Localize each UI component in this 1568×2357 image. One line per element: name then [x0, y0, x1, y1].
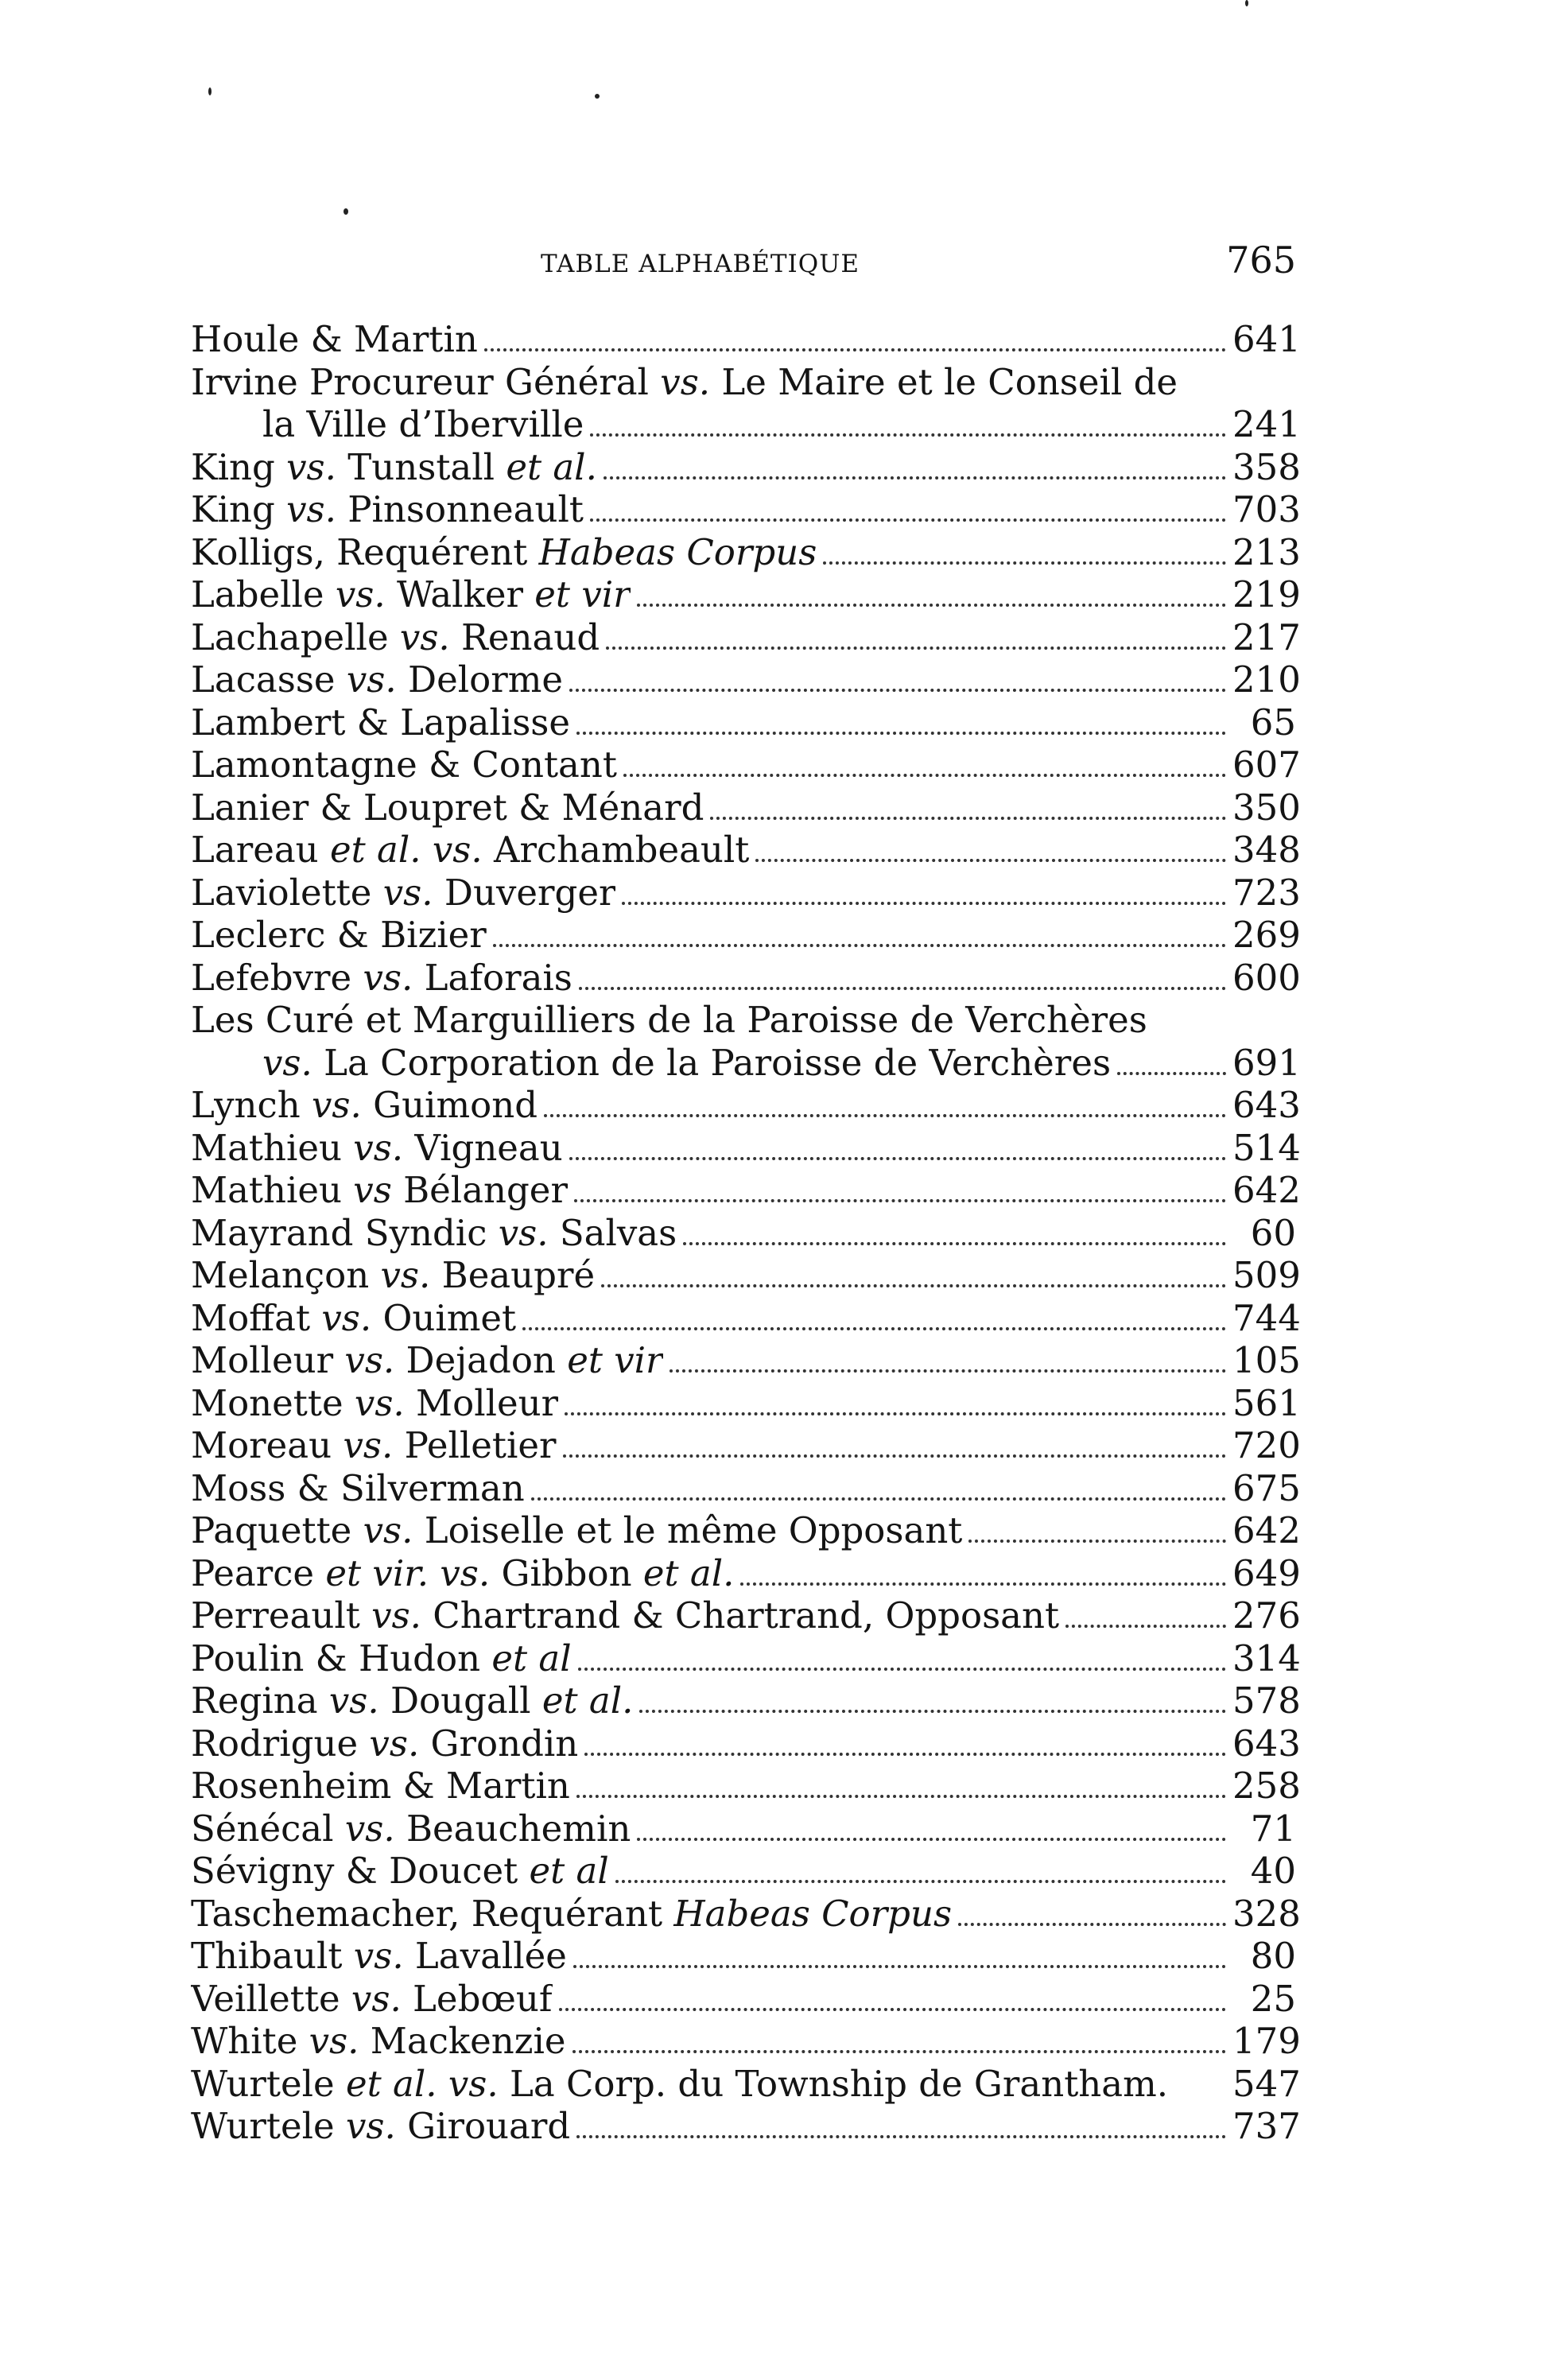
- entry-text: Molleur: [404, 1381, 559, 1424]
- index-entry: [191, 786, 1301, 829]
- index-entry: [191, 1041, 1301, 1085]
- index-entry: [191, 2062, 1301, 2106]
- entry-text: Lachapelle: [191, 615, 400, 658]
- entry-text: Lefebvre: [191, 956, 363, 999]
- index-entry: [191, 1084, 1301, 1127]
- entry-text: Leclerc & Bizier: [191, 914, 487, 956]
- index-entry: [191, 488, 1301, 531]
- dot-leader: [755, 859, 1226, 862]
- entry-page-number: 744: [1232, 1296, 1301, 1339]
- dot-leader: [584, 1753, 1226, 1756]
- entry-text: Mackenzie: [359, 2020, 566, 2062]
- dot-leader: [559, 2008, 1226, 2011]
- entry-text: Lebœuf: [401, 1977, 553, 2020]
- entry-title: [191, 1297, 516, 1340]
- entry-text: La Corporation de la Paroisse de Verchères: [312, 1041, 1112, 1084]
- entry-text: Renaud: [449, 615, 600, 658]
- entry-italic-text: vs.: [309, 2020, 359, 2062]
- entry-title: [191, 1127, 563, 1170]
- dot-leader: [563, 1454, 1227, 1458]
- entry-title: [191, 1850, 609, 1893]
- entry-text: Regina: [191, 1679, 329, 1722]
- entry-text: Archambeault: [482, 829, 750, 871]
- entry-title: [191, 744, 617, 786]
- index-entry: [191, 1765, 1301, 1808]
- entry-text: Delorme: [396, 658, 564, 701]
- entry-italic-text: vs.: [344, 1807, 395, 1850]
- dot-leader: [604, 476, 1226, 480]
- entry-text: White: [191, 2020, 309, 2062]
- entry-page-number: 703: [1232, 488, 1301, 530]
- entry-page-number: 737: [1232, 2105, 1301, 2147]
- entry-text: Lavallée: [403, 1935, 567, 1977]
- entry-title: [191, 957, 572, 1000]
- entry-title: [191, 1509, 962, 1552]
- entry-title: [191, 361, 1296, 404]
- entry-italic-text: vs.: [345, 2105, 396, 2147]
- entry-text: Pearce: [191, 1551, 326, 1594]
- entry-text: Pelletier: [393, 1424, 557, 1466]
- dot-leader: [573, 1965, 1226, 1968]
- index-entry: [191, 361, 1296, 404]
- entry-page-number: 328: [1232, 1892, 1301, 1935]
- entry-title: [191, 1552, 734, 1595]
- entry-italic-text: vs.: [363, 1509, 413, 1551]
- dot-leader: [576, 1795, 1226, 1798]
- entry-page-number: 509: [1232, 1254, 1301, 1296]
- entry-text: Girouard: [395, 2105, 571, 2147]
- dot-leader: [590, 433, 1226, 437]
- entry-italic-text: vs.: [262, 1041, 312, 1084]
- entry-text: Lamontagne & Contant: [191, 744, 617, 786]
- index-entry: [191, 1509, 1301, 1552]
- entry-title: [191, 403, 584, 446]
- entry-title: [191, 1382, 558, 1425]
- entry-title: [191, 1339, 663, 1382]
- index-entry: [191, 999, 1296, 1042]
- entry-title: [191, 318, 478, 361]
- entry-page-number: 348: [1232, 829, 1301, 871]
- dot-leader: [639, 1710, 1226, 1713]
- entry-page-number: 219: [1232, 573, 1301, 615]
- index-entry: [191, 615, 1301, 659]
- entry-text: Wurtele: [191, 2062, 346, 2105]
- entry-page-number: 210: [1232, 658, 1301, 701]
- dot-leader: [823, 561, 1226, 565]
- entry-title: [191, 2020, 566, 2063]
- entry-italic-text: et al. vs.: [345, 2062, 499, 2105]
- index-entry: [191, 1466, 1301, 1510]
- dot-leader: [565, 1412, 1226, 1415]
- entry-page-number: 514: [1232, 1126, 1301, 1169]
- entry-title: [191, 531, 817, 574]
- entry-page-number: 258: [1232, 1765, 1301, 1807]
- index-entry: [191, 1892, 1301, 1936]
- ink-speck: [1245, 0, 1248, 6]
- entry-page-number: 71: [1250, 1807, 1296, 1850]
- entry-text: Paquette: [191, 1509, 363, 1551]
- entry-italic-text: vs.: [363, 956, 413, 999]
- index-entry: [191, 445, 1301, 489]
- entry-title: [191, 1765, 570, 1808]
- index-entry: [191, 2105, 1301, 2148]
- entry-title: [191, 658, 563, 701]
- entry-italic-text: vs.: [328, 1679, 379, 1722]
- running-header: [191, 239, 1296, 286]
- entry-italic-text: vs.: [321, 1296, 372, 1339]
- entry-italic-text: vs.: [380, 1254, 431, 1296]
- dot-leader: [522, 1327, 1226, 1330]
- entry-text: Pinsonneault: [336, 488, 584, 530]
- entry-page-number: 80: [1250, 1935, 1296, 1977]
- dot-leader: [637, 604, 1226, 607]
- entry-page-number: 40: [1250, 1850, 1296, 1892]
- entry-page-number: 217: [1232, 615, 1301, 658]
- entry-title: [191, 999, 1296, 1042]
- entry-title: [191, 1169, 568, 1212]
- entry-page-number: 691: [1232, 1041, 1301, 1084]
- entry-title: [191, 1978, 553, 2021]
- index-entry: [191, 871, 1301, 914]
- entry-title: [191, 701, 570, 744]
- entry-page-number: 642: [1232, 1509, 1301, 1551]
- index-entry: [191, 1296, 1301, 1340]
- index-entry: [191, 403, 1301, 446]
- entry-page-number: 723: [1232, 871, 1301, 914]
- entry-text: Veillette: [191, 1977, 351, 2020]
- entry-italic-text: Habeas Corpus: [673, 1892, 953, 1935]
- index-entry: [191, 1551, 1301, 1595]
- entry-page-number: 241: [1232, 403, 1301, 445]
- entry-text: Moreau: [191, 1424, 343, 1466]
- entry-italic-text: vs.: [335, 573, 386, 615]
- dot-leader: [574, 1199, 1226, 1202]
- dot-leader: [578, 1668, 1226, 1671]
- entry-page-number: 649: [1232, 1551, 1301, 1594]
- entry-text: Bélanger: [391, 1169, 568, 1211]
- entry-page-number: 25: [1250, 1977, 1296, 2020]
- index-entry: [191, 1339, 1301, 1382]
- entry-italic-text: vs.: [382, 871, 433, 914]
- index-entry: [191, 658, 1301, 701]
- entry-page-number: 358: [1232, 445, 1301, 488]
- entry-title: [191, 446, 597, 489]
- entry-title: [191, 1594, 1059, 1637]
- entry-text: La Corp. du Township de Grantham.: [498, 2062, 1169, 2105]
- dot-leader: [623, 774, 1226, 777]
- dot-leader: [569, 1157, 1226, 1160]
- entry-text: Beauchemin: [394, 1807, 631, 1850]
- index-entry-list: [191, 318, 1301, 2148]
- index-entry: [191, 1424, 1301, 1467]
- entry-text: Guimond: [361, 1084, 538, 1126]
- entry-title: [191, 1808, 631, 1850]
- dot-leader: [710, 817, 1226, 820]
- index-entry: [191, 1169, 1301, 1212]
- index-entry: [191, 530, 1301, 574]
- entry-text: Laforais: [413, 956, 572, 999]
- entry-text: Les Curé et Marguilliers de la Paroisse de Verchères: [191, 999, 1147, 1041]
- index-entry: [191, 1679, 1301, 1722]
- index-entry: [191, 1254, 1301, 1297]
- entry-page-number: 643: [1232, 1084, 1301, 1126]
- entry-text: Vigneau: [403, 1126, 563, 1169]
- dot-leader: [576, 732, 1226, 735]
- entry-text: Houle & Martin: [191, 318, 478, 360]
- ink-speck: [343, 208, 348, 215]
- entry-page-number: 547: [1232, 2062, 1301, 2105]
- entry-text: Perreault: [191, 1594, 372, 1637]
- entry-text: Irvine Procureur Général: [191, 360, 661, 403]
- entry-text: Poulin & Hudon: [191, 1637, 492, 1679]
- entry-italic-text: vs.: [369, 1722, 420, 1765]
- entry-text: Taschemacher, Requérant: [191, 1892, 674, 1935]
- entry-text: Duverger: [433, 871, 616, 914]
- entry-title: [191, 616, 600, 659]
- entry-italic-text: vs.: [354, 1381, 405, 1424]
- entry-page-number: 607: [1232, 744, 1301, 786]
- entry-page-number: 276: [1232, 1594, 1301, 1637]
- entry-text: Tunstall: [336, 445, 506, 488]
- dot-leader: [958, 1923, 1226, 1926]
- index-entry: [191, 701, 1296, 744]
- dot-leader: [683, 1242, 1226, 1245]
- entry-text: King: [191, 445, 287, 488]
- entry-text: Le Maire et le Conseil de: [710, 360, 1178, 403]
- index-entry: [191, 318, 1301, 361]
- entry-italic-text: et vir. vs.: [325, 1551, 491, 1594]
- entry-text: Molleur: [191, 1339, 345, 1381]
- entry-page-number: 213: [1232, 530, 1301, 573]
- dot-leader: [606, 647, 1226, 650]
- entry-text: Sénécal: [191, 1807, 345, 1850]
- entry-text: Beaupré: [430, 1254, 596, 1296]
- index-entry: [191, 1637, 1301, 1680]
- entry-italic-text: et al: [529, 1850, 609, 1892]
- entry-italic-text: vs.: [286, 488, 336, 530]
- entry-italic-text: vs.: [343, 1424, 394, 1466]
- entry-text: Chartrand & Chartrand, Opposant: [421, 1594, 1060, 1637]
- entry-italic-text: Habeas Corpus: [538, 530, 817, 573]
- index-entry: [191, 744, 1301, 786]
- entry-text: Rodrigue: [191, 1722, 370, 1765]
- ink-speck: [208, 87, 212, 95]
- entry-italic-text: et al.: [642, 1551, 735, 1594]
- entry-page-number: 643: [1232, 1722, 1301, 1765]
- entry-italic-text: et al.: [541, 1679, 634, 1722]
- entry-title: [191, 1042, 1111, 1085]
- entry-title: [191, 1722, 578, 1765]
- entry-page-number: 350: [1232, 786, 1301, 829]
- entry-italic-text: vs.: [346, 658, 397, 701]
- entry-page-number: 60: [1250, 1211, 1296, 1254]
- entry-page-number: 641: [1232, 318, 1301, 360]
- dot-leader: [968, 1540, 1226, 1543]
- index-entry: [191, 1126, 1301, 1170]
- index-entry: [191, 914, 1301, 957]
- entry-title: [191, 488, 584, 531]
- dot-leader: [572, 2050, 1226, 2053]
- dot-leader: [1117, 1072, 1226, 1075]
- entry-italic-text: et al. vs.: [329, 829, 483, 871]
- entry-italic-text: vs.: [498, 1211, 549, 1254]
- dot-leader: [569, 689, 1226, 692]
- entry-title: [191, 1084, 538, 1127]
- entry-text: Lynch: [191, 1084, 312, 1126]
- entry-italic-text: vs.: [353, 1126, 404, 1169]
- dot-leader: [576, 2135, 1226, 2138]
- entry-italic-text: vs.: [371, 1594, 421, 1637]
- entry-title: [191, 1254, 595, 1297]
- entry-page-number: 642: [1232, 1169, 1301, 1211]
- entry-text: Thibault: [191, 1935, 354, 1977]
- entry-text: Monette: [191, 1381, 355, 1424]
- entry-text: Moffat: [191, 1296, 322, 1339]
- entry-text: Walker: [385, 573, 535, 615]
- index-entry: [191, 1722, 1301, 1765]
- entry-text: Mathieu: [191, 1169, 354, 1211]
- entry-text: Mayrand Syndic: [191, 1211, 499, 1254]
- entry-italic-text: vs.: [660, 360, 711, 403]
- dot-leader: [615, 1880, 1226, 1883]
- entry-italic-text: vs.: [353, 1935, 404, 1977]
- entry-italic-text: vs.: [286, 445, 336, 488]
- index-entry: [191, 1978, 1296, 2021]
- entry-page-number: 314: [1232, 1637, 1301, 1679]
- entry-italic-text: et vir: [567, 1339, 663, 1381]
- entry-text: Moss & Silverman: [191, 1466, 525, 1509]
- entry-italic-text: vs.: [399, 615, 450, 658]
- entry-page-number: 675: [1232, 1466, 1301, 1509]
- entry-page-number: 600: [1232, 956, 1301, 999]
- entry-text: Lacasse: [191, 658, 347, 701]
- dot-leader: [622, 902, 1226, 905]
- entry-title: [191, 786, 704, 829]
- index-entry: [191, 2020, 1301, 2063]
- entry-italic-text: et al.: [506, 445, 597, 488]
- entry-text: Lambert & Lapalisse: [191, 701, 571, 744]
- entry-title: [191, 1212, 677, 1255]
- entry-text: Dejadon: [394, 1339, 568, 1381]
- entry-text: Ouimet: [371, 1296, 517, 1339]
- entry-text: Loiselle et le même Opposant: [413, 1509, 963, 1551]
- dot-leader: [601, 1284, 1226, 1287]
- entry-italic-text: vs: [353, 1169, 392, 1211]
- entry-text: Lareau: [191, 829, 330, 871]
- ink-speck: [595, 94, 600, 99]
- index-entry: [191, 1935, 1296, 1978]
- dot-leader: [1065, 1625, 1226, 1628]
- entry-text: Grondin: [419, 1722, 579, 1765]
- entry-italic-text: vs.: [351, 1977, 402, 2020]
- entry-text: Rosenheim & Martin: [191, 1765, 570, 1807]
- dot-leader: [740, 1582, 1226, 1586]
- entry-page-number: 720: [1232, 1424, 1301, 1466]
- entry-title: [191, 1935, 567, 1978]
- page-number: 765: [1226, 239, 1296, 282]
- entry-page-number: 65: [1250, 701, 1296, 744]
- index-entry: [191, 829, 1301, 872]
- index-entry: [191, 1808, 1296, 1850]
- entry-title: [191, 872, 615, 914]
- index-entry: [191, 1212, 1296, 1255]
- entry-text: Salvas: [548, 1211, 677, 1254]
- entry-title: [191, 573, 631, 616]
- entry-text: Sévigny & Doucet: [191, 1850, 530, 1892]
- entry-italic-text: et al: [491, 1637, 572, 1679]
- dot-leader: [493, 944, 1226, 947]
- entry-italic-text: et vir: [534, 573, 631, 615]
- entry-title: [191, 829, 749, 872]
- entry-text: Dougall: [378, 1679, 542, 1722]
- entry-title: [191, 1467, 525, 1510]
- entry-italic-text: vs.: [344, 1339, 395, 1381]
- index-entry: [191, 1594, 1301, 1637]
- entry-page-number: 179: [1232, 2020, 1301, 2062]
- index-entry: [191, 573, 1301, 616]
- dot-leader: [590, 518, 1226, 522]
- entry-italic-text: vs.: [312, 1084, 362, 1126]
- dot-leader: [531, 1497, 1226, 1501]
- dot-leader: [670, 1369, 1226, 1373]
- entry-page-number: 269: [1232, 914, 1301, 956]
- index-entry: [191, 1850, 1296, 1893]
- entry-title: [191, 914, 487, 957]
- entry-text: King: [191, 488, 287, 530]
- entry-text: Labelle: [191, 573, 336, 615]
- entry-text: Melançon: [191, 1254, 381, 1296]
- entry-title: [191, 1637, 572, 1680]
- entry-page-number: 105: [1232, 1339, 1301, 1381]
- entry-title: [191, 2105, 570, 2148]
- entry-title: [191, 1424, 557, 1467]
- entry-title: [191, 1679, 633, 1722]
- entry-text: Mathieu: [191, 1126, 354, 1169]
- entry-text: Laviolette: [191, 871, 383, 914]
- dot-leader: [484, 348, 1226, 351]
- entry-page-number: 561: [1232, 1381, 1301, 1424]
- entry-text: Lanier & Loupret & Ménard: [191, 786, 704, 829]
- entry-title: [191, 2063, 1168, 2106]
- entry-title: [191, 1893, 952, 1936]
- entry-text: Wurtele: [191, 2105, 346, 2147]
- dot-leader: [637, 1838, 1226, 1841]
- index-entry: [191, 956, 1301, 1000]
- entry-page-number: 578: [1232, 1679, 1301, 1722]
- entry-text: Kolligs, Requérent: [191, 530, 539, 573]
- dot-leader: [579, 987, 1226, 990]
- entry-text: la Ville d’Iberville: [262, 403, 584, 445]
- index-entry: [191, 1381, 1301, 1425]
- page-title: TABLE ALPHABÉTIQUE: [541, 250, 860, 278]
- entry-text: Gibbon: [490, 1551, 643, 1594]
- dot-leader: [544, 1114, 1226, 1117]
